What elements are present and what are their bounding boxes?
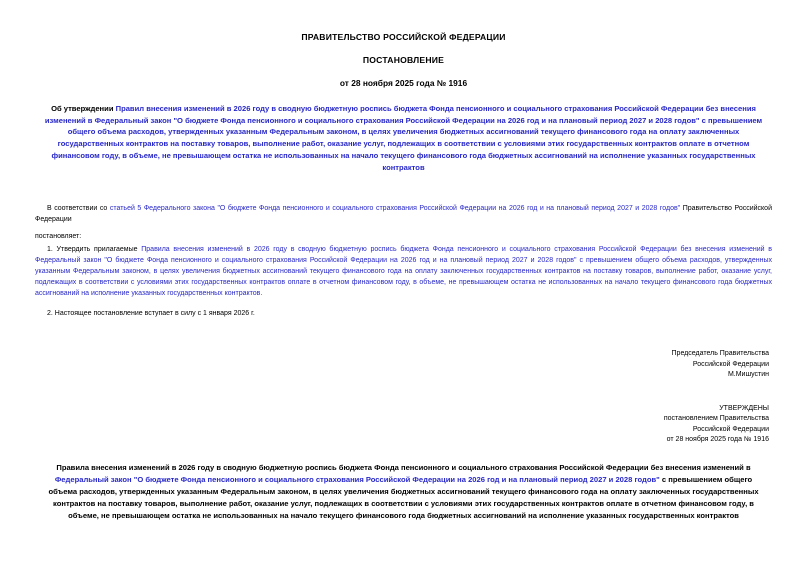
preamble-prefix: В соответствии со [47, 205, 110, 213]
signature-name: М.Мишустин [727, 371, 769, 379]
document-title [38, 103, 769, 173]
document-title-prefix: Об утверждении [51, 104, 116, 113]
rules-title-prefix: Правила внесения изменений в 2026 году в сводную бюджетную роспись бюджета Фонда пенсионного и социального страхования Российской Федерации без внесения изменений в [56, 462, 751, 472]
approved-date-number: от 28 ноября 2025 года № 1916 [666, 436, 769, 444]
document-title-rules-link[interactable]: Правил внесения изменений в 2026 году в сводную бюджетную роспись бюджета Фонда пенсионного и социального страхования Российской Федерации без внесения изменений в Федеральный закон "О бюджете Фонда пенсионного и социального страхования Российской Федерации на 2026 год и на плановый период 2027 и 2028 годов" с превышением общего объема расходов, утвержденных указанным Федеральным законом, в целях увеличения бюджетных ассигнований текущего финансового года на оплату заключенных государственных контрактов на поставку товаров, выполнение работ, оказание услуг, подлежащих в соответствии с условиями этих государственных контрактов оплате в отчетном финансовом году, в объеме, не превышающем остатка не использованных на начало текущего финансового года бюджетных ассигнований на исполнение указанных государственных контрактов [44, 104, 763, 172]
signature-block [0, 349, 769, 381]
approved-label: УТВЕРЖДЕНЫ [719, 404, 769, 412]
signature-position-line-1: Председатель Правительства [671, 350, 769, 358]
signature-position-line-2: Российской Федерации [692, 360, 769, 368]
item-2-paragraph: 2. Настоящее постановление вступает в силу с 1 января 2026 г. [47, 310, 255, 318]
document-body [35, 203, 772, 319]
rules-title-law-link[interactable]: Федеральный закон "О бюджете Фонда пенсионного и социального страхования Российской Федерации на 2026 год и на плановый период 2027 и 2028 годов" [54, 474, 660, 484]
rules-title-suffix: с превышением общего объема расходов, утвержденных указанным Федеральным законом, в целях увеличения бюджетных ассигнований текущего финансового года на оплату заключенных государственных контрактов на поставку товаров, выполнение работ, оказание услуг, подлежащих в соответствии с условиями этих государственных контрактов оплате в отчетном финансовом году, в объеме, не превышающем остатка не использованных на начало текущего финансового года бюджетных ассигнований на исполнение указанных государственных контрактов [48, 474, 759, 520]
government-header: ПРАВИТЕЛЬСТВО РОССИЙСКОЙ ФЕДЕРАЦИИ [301, 32, 506, 42]
document-date-number: от 28 ноября 2025 года № 1916 [339, 78, 468, 88]
preamble-paragraph [35, 203, 772, 225]
item-1-prefix: 1. Утвердить прилагаемые [47, 246, 142, 254]
rules-title [44, 462, 763, 522]
item-1-paragraph [35, 244, 772, 299]
item-1-rules-link[interactable]: Правила внесения изменений в 2026 году в сводную бюджетную роспись бюджета Фонда пенсионного и социального страхования Российской Федерации без внесения изменений в Федеральный закон "О бюджете Фонда пенсионного и социального страхования Российской Федерации на 2026 год и на плановый период 2027 и 2028 годов" с превышением общего объема расходов, утвержденных указанным Федеральным законом, в целях увеличения бюджетных ассигнований текущего финансового года на оплату заключенных государственных контрактов на поставку товаров, выполнение работ, оказание услуг, подлежащих в соответствии с условиями этих государственных контрактов оплате в отчетном финансовом году, в объеме, не превышающем остатка не использованных на начало текущего финансового года бюджетных ассигнований на исполнение указанных государственных контрактов. [35, 246, 772, 298]
preamble-suffix: Правительство Российской Федерации [35, 205, 772, 224]
approved-by-line: постановлением Правительства [663, 415, 769, 423]
preamble-law-link[interactable]: статьей 5 Федерального закона "О бюджете Фонда пенсионного и социального страхования Российской Федерации на 2026 год и на плановый период 2027 и 2028 годов" [109, 205, 681, 213]
resolves-label: постановляет: [35, 233, 82, 241]
approved-block [0, 404, 769, 446]
document-type-heading: ПОСТАНОВЛЕНИЕ [362, 55, 445, 65]
approved-by-line-2: Российской Федерации [692, 425, 769, 433]
